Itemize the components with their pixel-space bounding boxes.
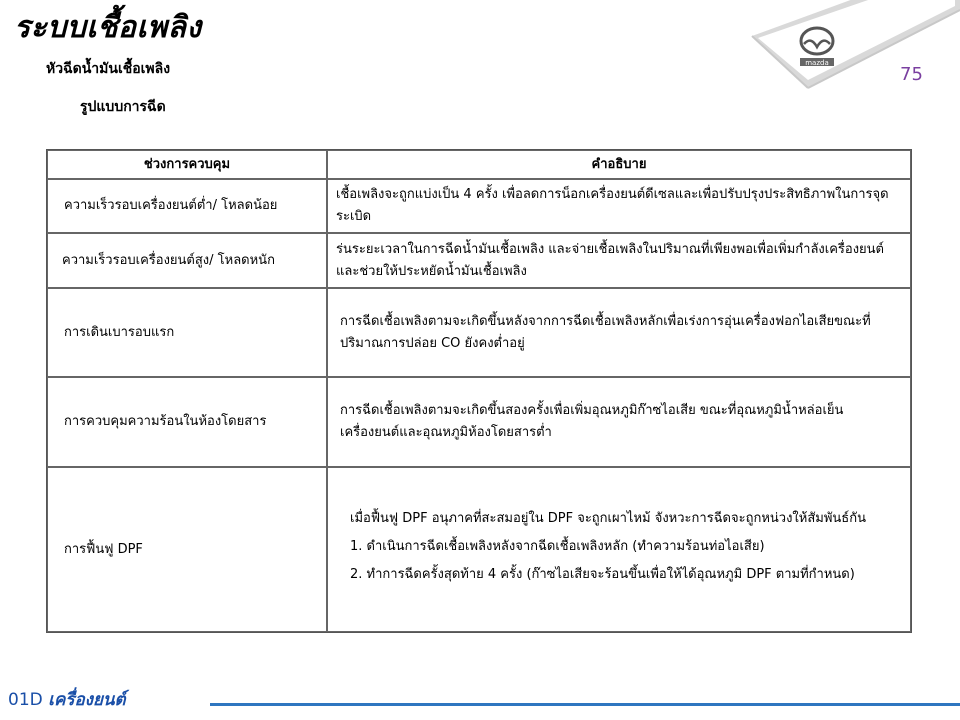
table-row (47, 467, 911, 632)
table-header-row (47, 150, 911, 179)
footer-divider (210, 703, 960, 706)
description-cell: การฉีดเชื้อเพลิงตามจะเกิดขึ้นสองครั้งเพื่อเพิ่มอุณหภูมิก๊าซไอเสีย ขณะที่อุณหภูมิน้ำหล่อเย็นเครื่องยนต์และอุณหภูมิห้องโดยสารต่ำ (327, 377, 911, 467)
phase-cell: ความเร็วรอบเครื่องยนต์สูง/ โหลดหนัก (47, 233, 327, 287)
description-cell: การฉีดเชื้อเพลิงตามจะเกิดขึ้นหลังจากการฉีดเชื้อเพลิงหลักเพื่อเร่งการอุ่นเครื่องฟอกไอเสียขณะที่ปริมาณการปล่อย CO ยังคงต่ำอยู่ (327, 288, 911, 378)
description-cell: ร่นระยะเวลาในการฉีดน้ำมันเชื้อเพลิง และจ่ายเชื้อเพลิงในปริมาณที่เพียงพอเพื่อเพิ่มกำลังเครื่องยนต์ และช่วยให้ประหยัดน้ำมันเชื้อเพลิง (327, 233, 911, 287)
table-row (47, 179, 911, 233)
injection-pattern-table (46, 149, 912, 633)
mazda-logo-text: mazda (805, 59, 829, 67)
table-row (47, 377, 911, 467)
page-subtitle: หัวฉีดน้ำมันเชื้อเพลิง (46, 61, 171, 77)
description-cell: เชื้อเพลิงจะถูกแบ่งเป็น 4 ครั้ง เพื่อลดการน็อกเครื่องยนต์ดีเซลและเพื่อปรับปรุงประสิทธิภาพในการจุดระเบิด (327, 179, 911, 233)
phase-cell: การเดินเบารอบแรก (47, 288, 327, 378)
dpf-description-step-1: 1. ดำเนินการฉีดเชื้อเพลิงหลังจากฉีดเชื้อเพลิงหลัก (ทำความร้อนท่อไอเสีย) (350, 538, 765, 554)
column-header-phase: ช่วงการควบคุม (47, 150, 327, 179)
footer-code: 01D (8, 690, 43, 710)
column-header-description: คำอธิบาย (327, 150, 911, 179)
dpf-description-intro: เมื่อฟื้นฟู DPF อนุภาคที่สะสมอยู่ใน DPF จะถูกเผาไหม้ จังหวะการฉีดจะถูกหน่วงให้สัมพันธ์กัน (350, 510, 867, 526)
footer-course-label (8, 686, 126, 713)
description-cell (327, 467, 911, 632)
phase-cell: การควบคุมความร้อนในห้องโดยสาร (47, 377, 327, 467)
table-row (47, 288, 911, 378)
section-heading: รูปแบบการฉีด (80, 99, 166, 115)
footer-label: เครื่องยนต์ (48, 690, 126, 710)
phase-cell: การฟื้นฟู DPF (47, 467, 327, 632)
dpf-description-step-2: 2. ทำการฉีดครั้งสุดท้าย 4 ครั้ง (ก๊าซไอเสียจะร้อนขึ้นเพื่อให้ได้อุณหภูมิ DPF ตามที่กำหนด) (350, 566, 855, 582)
table-row (47, 233, 911, 287)
page-title: ระบบเชื้อเพลิง (14, 10, 202, 45)
page-number: 75 (900, 64, 923, 85)
phase-cell: ความเร็วรอบเครื่องยนต์ต่ำ/ โหลดน้อย (47, 179, 327, 233)
